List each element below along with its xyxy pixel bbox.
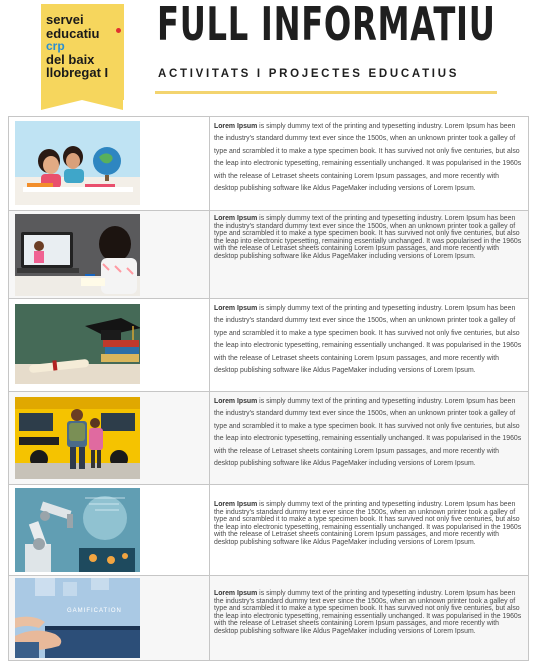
logo: [41, 4, 124, 100]
entry-text: [214, 396, 522, 470]
newsletter-table: [8, 116, 529, 661]
entry-body: is simply dummy text of the printing and typesetting industry. Lorem Ipsum has been the industry's standard dummy text ever since the 1500s, when an unknown printer took a galley of type and scrambled it to make a type specimen book. It has survived not only five centuries, but also the leap into electronic typesetting, remaining essentially unchanged. It was popularised in the 1960s with the release of Letraset sheets containing Lorem Ipsum passages, and more recently with desktop publishing software like Aldus PageMaker including versions of Lorem Ipsum.: [214, 501, 522, 546]
school-bus-image: [15, 397, 140, 479]
robotic-arm-image: [15, 488, 140, 572]
logo-line-4: del baix: [46, 52, 95, 67]
image-cell: [9, 392, 210, 484]
table-row: [9, 299, 528, 392]
entry-bold-lead: Lorem Ipsum: [214, 215, 258, 222]
image-cell: [9, 211, 210, 298]
table-row: [9, 576, 528, 660]
table-row: [9, 392, 528, 485]
logo-dot: [116, 28, 121, 33]
logo-line-1: servei: [46, 12, 84, 27]
entry-bold-lead: Lorem Ipsum: [214, 501, 258, 508]
children-globe-image: [15, 121, 140, 205]
table-row: [9, 117, 528, 211]
page-subtitle: ACTIVITATS I PROJECTES EDUCATIUS: [158, 68, 460, 80]
entry-body: is simply dummy text of the printing and typesetting industry. Lorem Ipsum has been the industry's standard dummy text ever since the 1500s, when an unknown printer took a galley of type and scrambled it to make a type specimen book. It has survived not only five centuries, but also the leap into electronic typesetting, remaining essentially unchanged. It was popularised in the 1960s with the release of Letraset sheets containing Lorem Ipsum passages, and more recently with desktop publishing software like Aldus PageMaker including versions of Lorem Ipsum.: [214, 123, 522, 193]
image-cell: [9, 485, 210, 575]
girl-online-class-image: [15, 214, 140, 296]
entry-bold-lead: Lorem Ipsum: [214, 305, 258, 312]
entry-text: [214, 215, 522, 261]
entry-body: is simply dummy text of the printing and typesetting industry. Lorem Ipsum has been the industry's standard dummy text ever since the 1500s, when an unknown printer took a galley of type and scrambled it to make a type specimen book. It has survived not only five centuries, but also the leap into electronic typesetting, remaining essentially unchanged. It was popularised in the 1960s with the release of Letraset sheets containing Lorem Ipsum passages, and more recently with desktop publishing software like Aldus PageMaker including versions of Lorem Ipsum.: [214, 398, 522, 468]
entry-text: [214, 121, 522, 195]
entry-bold-lead: Lorem Ipsum: [214, 123, 258, 130]
logo-line-3: crp: [46, 39, 65, 53]
gamification-overlay-text: GAMIFICATION: [67, 608, 122, 614]
page-title: FULL INFORMATIU: [157, 0, 496, 51]
entry-text: [214, 303, 522, 377]
image-cell: [9, 117, 210, 210]
entry-text: [214, 501, 522, 547]
entry-body: is simply dummy text of the printing and typesetting industry. Lorem Ipsum has been the industry's standard dummy text ever since the 1500s, when an unknown printer took a galley of type and scrambled it to make a type specimen book. It has survived not only five centuries, but also the leap into electronic typesetting, remaining essentially unchanged. It was popularised in the 1960s with the release of Letraset sheets containing Lorem Ipsum passages, and more recently with desktop publishing software like Aldus PageMaker including versions of Lorem Ipsum.: [214, 215, 522, 260]
entry-body: is simply dummy text of the printing and typesetting industry. Lorem Ipsum has been the industry's standard dummy text ever since the 1500s, when an unknown printer took a galley of type and scrambled it to make a type specimen book. It has survived not only five centuries, but also the leap into electronic typesetting, remaining essentially unchanged. It was popularised in the 1960s with the release of Letraset sheets containing Lorem Ipsum passages, and more recently with desktop publishing software like Aldus PageMaker including versions of Lorem Ipsum.: [214, 590, 522, 635]
table-row: [9, 485, 528, 576]
table-row: [9, 211, 528, 299]
image-cell: [9, 299, 210, 391]
entry-text: [214, 590, 522, 636]
graduation-books-image: [15, 304, 140, 384]
image-cell: [9, 576, 210, 660]
entry-bold-lead: Lorem Ipsum: [214, 398, 258, 405]
gamification-laptop-image: [15, 578, 140, 658]
logo-line-5: llobregat I: [46, 65, 109, 80]
entry-body: is simply dummy text of the printing and typesetting industry. Lorem Ipsum has been the industry's standard dummy text ever since the 1500s, when an unknown printer took a galley of type and scrambled it to make a type specimen book. It has survived not only five centuries, but also the leap into electronic typesetting, remaining essentially unchanged. It was popularised in the 1960s with the release of Letraset sheets containing Lorem Ipsum passages, and more recently with desktop publishing software like Aldus PageMaker including versions of Lorem Ipsum.: [214, 305, 522, 375]
logo-line-2: educatiu: [46, 26, 100, 41]
entry-bold-lead: Lorem Ipsum: [214, 590, 258, 597]
title-underline: [155, 91, 497, 94]
